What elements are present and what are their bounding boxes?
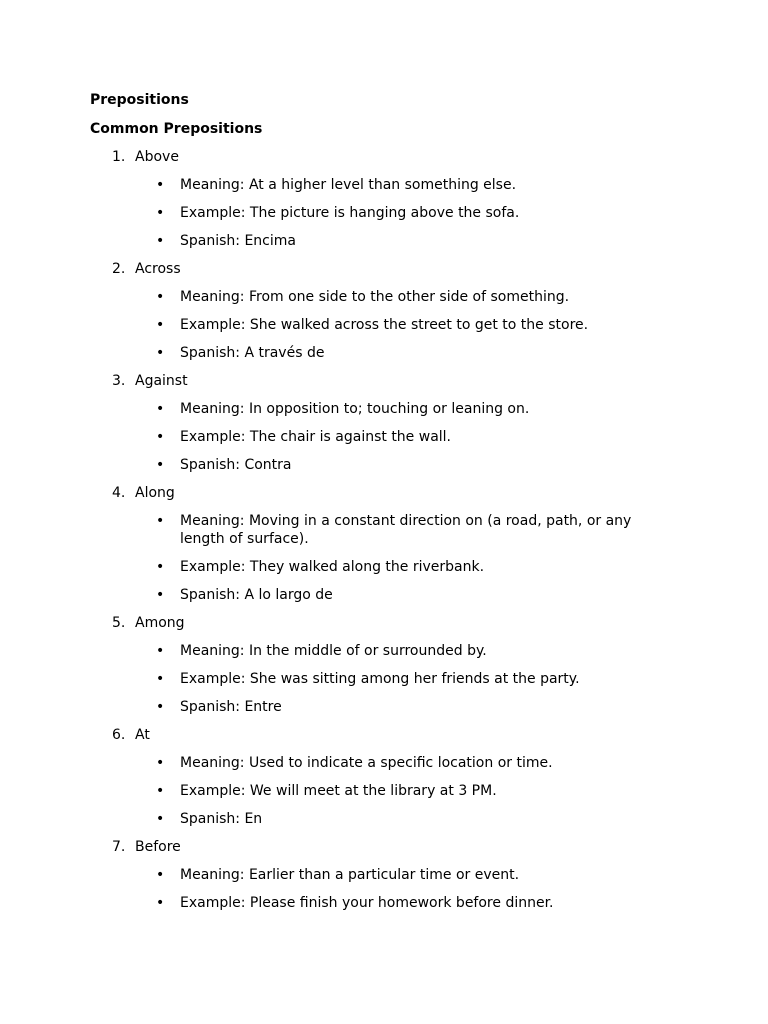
- detail-text: Meaning: In the middle of or surrounded by.: [180, 643, 487, 659]
- detail-meaning: [0, 866, 768, 884]
- detail-meaning: [0, 400, 768, 418]
- bullet-icon: •: [156, 345, 165, 361]
- detail-spanish: [0, 586, 768, 604]
- detail-list: [0, 866, 768, 912]
- detail-example: [0, 894, 768, 912]
- bullet-icon: •: [156, 671, 165, 687]
- detail-text: Meaning: In opposition to; touching or leaning on.: [180, 401, 530, 417]
- list-item-number: 4.: [112, 485, 126, 501]
- list-item-across: [0, 260, 768, 362]
- detail-list: [0, 512, 768, 604]
- detail-spanish: [0, 698, 768, 716]
- bullet-icon: •: [156, 429, 165, 445]
- bullet-icon: •: [156, 401, 165, 417]
- detail-text: Spanish: Entre: [180, 699, 282, 715]
- prepositions-list: [0, 148, 768, 922]
- detail-text: Example: They walked along the riverbank.: [180, 559, 485, 575]
- bullet-icon: •: [156, 895, 165, 911]
- bullet-icon: •: [156, 457, 165, 473]
- bullet-icon: •: [156, 867, 165, 883]
- detail-text: Example: Please finish your homework before dinner.: [180, 895, 554, 911]
- detail-list: [0, 176, 768, 250]
- document-title: Prepositions: [90, 92, 189, 108]
- bullet-icon: •: [156, 783, 165, 799]
- detail-text: Meaning: Used to indicate a specific location or time.: [180, 755, 553, 771]
- detail-text: Meaning: At a higher level than something else.: [180, 177, 517, 193]
- list-item-above: [0, 148, 768, 250]
- detail-text: Example: The chair is against the wall.: [180, 429, 451, 445]
- section-title: Common Prepositions: [90, 121, 263, 137]
- list-item-number: 1.: [112, 149, 126, 165]
- preposition-word: Across: [135, 261, 181, 277]
- detail-meaning: [0, 512, 768, 548]
- preposition-word: Against: [135, 373, 188, 389]
- preposition-word: Among: [135, 615, 185, 631]
- detail-text: Example: We will meet at the library at 3 PM.: [180, 783, 497, 799]
- detail-text: Spanish: Contra: [180, 457, 292, 473]
- detail-text: Example: She walked across the street to get to the store.: [180, 317, 589, 333]
- detail-text: Spanish: Encima: [180, 233, 296, 249]
- detail-meaning: [0, 642, 768, 660]
- bullet-icon: •: [156, 559, 165, 575]
- detail-example: [0, 316, 768, 334]
- list-item-among: [0, 614, 768, 716]
- bullet-icon: •: [156, 755, 165, 771]
- detail-meaning: [0, 754, 768, 772]
- list-item-along: [0, 484, 768, 604]
- detail-meaning: [0, 288, 768, 306]
- detail-text: Meaning: From one side to the other side of something.: [180, 289, 570, 305]
- detail-text: Spanish: En: [180, 811, 263, 827]
- bullet-icon: •: [156, 587, 165, 603]
- bullet-icon: •: [156, 233, 165, 249]
- detail-text: Meaning: Earlier than a particular time or event.: [180, 867, 520, 883]
- list-item-at: [0, 726, 768, 828]
- detail-spanish: [0, 456, 768, 474]
- detail-spanish: [0, 810, 768, 828]
- detail-list: [0, 288, 768, 362]
- detail-text: Example: She was sitting among her friends at the party.: [180, 671, 580, 687]
- bullet-icon: •: [156, 699, 165, 715]
- bullet-icon: •: [156, 177, 165, 193]
- preposition-word: Above: [135, 149, 179, 165]
- preposition-word: At: [135, 727, 150, 743]
- detail-example: [0, 558, 768, 576]
- bullet-icon: •: [156, 811, 165, 827]
- bullet-icon: •: [156, 289, 165, 305]
- detail-text: Spanish: A través de: [180, 345, 325, 361]
- bullet-icon: •: [156, 513, 165, 529]
- list-item-number: 6.: [112, 727, 126, 743]
- detail-example: [0, 204, 768, 222]
- preposition-word: Along: [135, 485, 175, 501]
- detail-example: [0, 782, 768, 800]
- detail-text: Example: The picture is hanging above the sofa.: [180, 205, 520, 221]
- detail-text: Meaning: Moving in a constant direction on (a road, path, or any length of surface).: [180, 513, 632, 547]
- detail-list: [0, 754, 768, 828]
- bullet-icon: •: [156, 205, 165, 221]
- detail-example: [0, 428, 768, 446]
- list-item-before: [0, 838, 768, 912]
- preposition-word: Before: [135, 839, 181, 855]
- detail-list: [0, 642, 768, 716]
- list-item-number: 5.: [112, 615, 126, 631]
- detail-spanish: [0, 344, 768, 362]
- detail-spanish: [0, 232, 768, 250]
- bullet-icon: •: [156, 317, 165, 333]
- list-item-number: 7.: [112, 839, 126, 855]
- detail-meaning: [0, 176, 768, 194]
- list-item-number: 2.: [112, 261, 126, 277]
- detail-list: [0, 400, 768, 474]
- list-item-against: [0, 372, 768, 474]
- bullet-icon: •: [156, 643, 165, 659]
- detail-example: [0, 670, 768, 688]
- list-item-number: 3.: [112, 373, 126, 389]
- detail-text: Spanish: A lo largo de: [180, 587, 333, 603]
